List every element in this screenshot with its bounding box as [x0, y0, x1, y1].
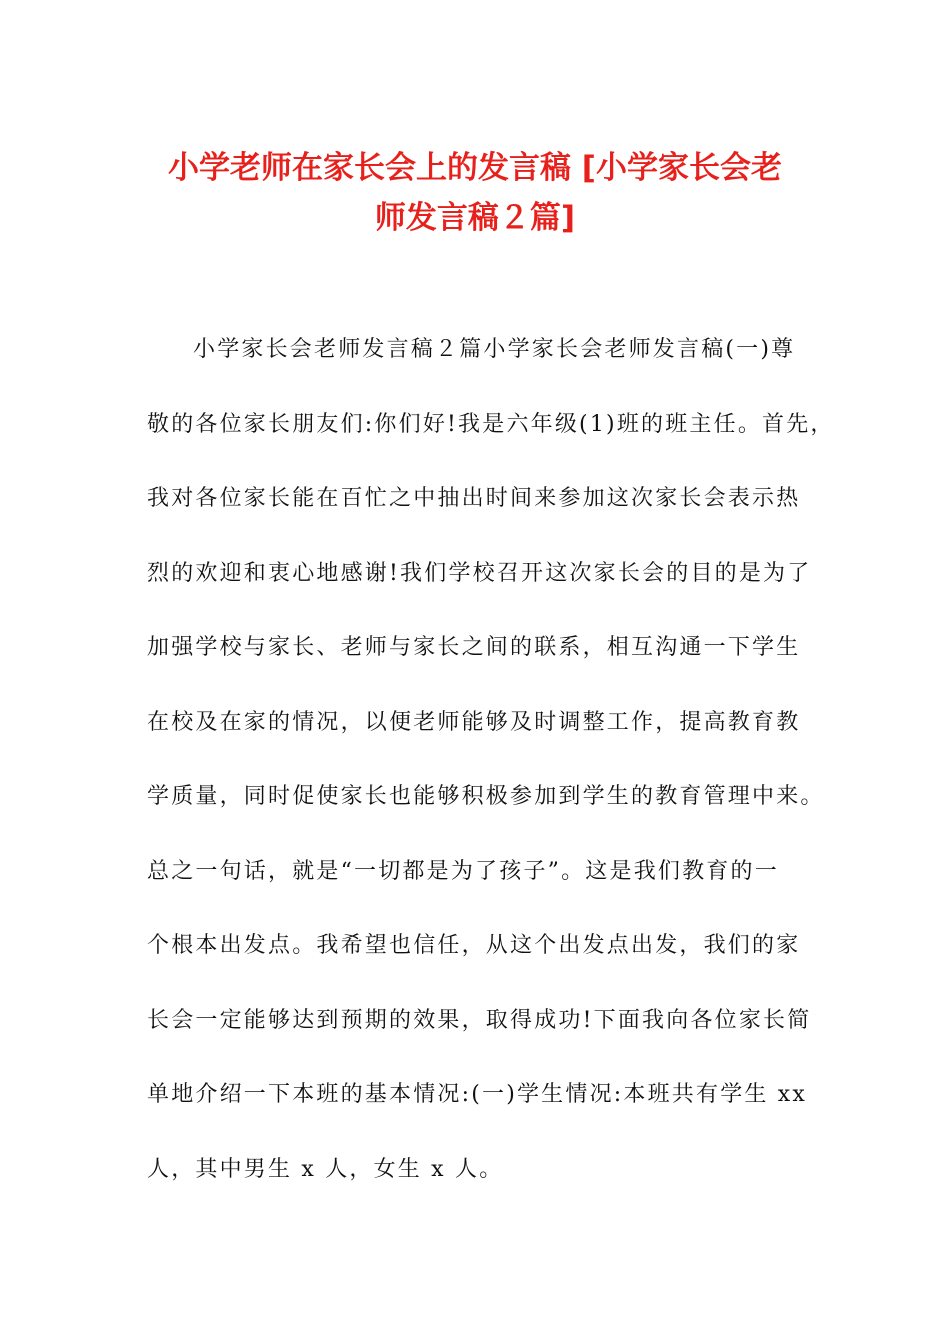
- body-line: 个根本出发点。我希望也信任，从这个出发点出发，我们的家: [147, 933, 801, 958]
- title-line: 师发言稿２篇]: [374, 200, 576, 236]
- body-line: 烈的欢迎和衷心地感谢!我们学校召开这次家长会的目的是为了: [147, 560, 812, 586]
- body-line: 长会一定能够达到预期的效果，取得成功!下面我向各位家长简: [147, 1007, 812, 1033]
- body-line: 小学家长会老师发言稿２篇小学家长会老师发言稿(一)尊: [193, 337, 796, 362]
- body-line: 总之一句话，就是“一切都是为了孩子”。这是我们教育的一: [147, 858, 779, 884]
- title-line: 小学老师在家长会上的发言稿 [小学家长会老: [168, 150, 782, 186]
- body-line: 学质量，同时促使家长也能够积极参加到学生的教育管理中来。: [147, 784, 825, 809]
- body-line: 人，其中男生 x 人，女生 x 人。: [147, 1156, 504, 1182]
- body-line: 敬的各位家长朋友们:你们好!我是六年级(1)班的班主任。首先，: [147, 411, 835, 437]
- document-title: [120, 143, 830, 243]
- body-line: 我对各位家长能在百忙之中抽出时间来参加这次家长会表示热: [147, 486, 801, 511]
- body-line: 加强学校与家长、老师与家长之间的联系，相互沟通一下学生: [147, 635, 801, 660]
- body-line: 在校及在家的情况，以便老师能够及时调整工作，提高教育教: [147, 709, 801, 735]
- body-line: 单地介绍一下本班的基本情况:(一)学生情况:本班共有学生 xx: [147, 1082, 807, 1107]
- body-paragraph: [147, 326, 835, 1220]
